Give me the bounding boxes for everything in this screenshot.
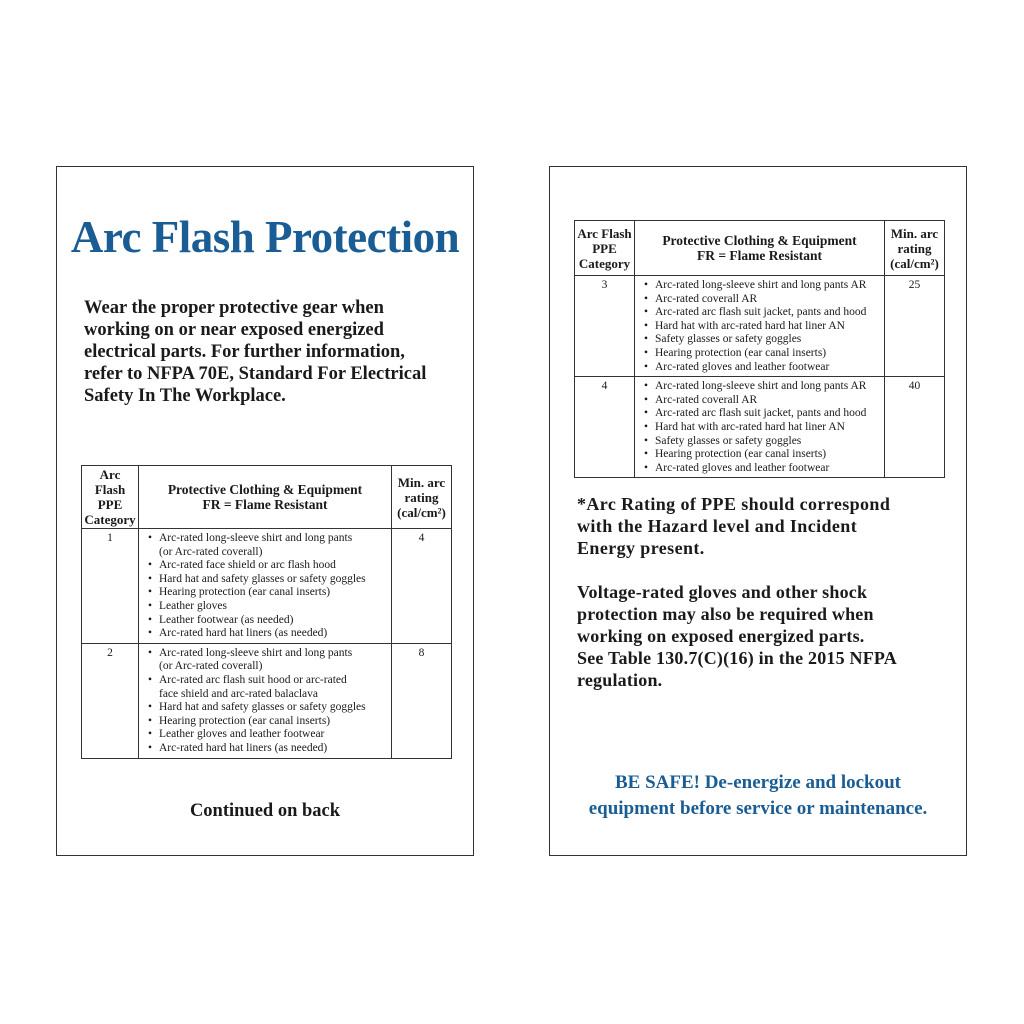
intro-text: Wear the proper protective gear when working on or near exposed energized electrical parts. For further information, refer to NFPA 70E, Standard For Electrical Safety In The Workplace. [84, 298, 427, 406]
list-item: • Arc-rated coverall AR [643, 293, 882, 307]
list-item: • Hearing protection (ear canal inserts) [643, 347, 882, 361]
list-item: • Hard hat with arc-rated hard hat liner AN [643, 421, 882, 435]
ppe-table-back [574, 220, 945, 478]
back-card [549, 166, 967, 856]
equipment-list [141, 532, 389, 641]
list-item: • Safety glasses or safety goggles [643, 435, 882, 449]
list-item: • Arc-rated gloves and leather footwear [643, 462, 882, 476]
list-item: • Arc-rated coverall AR [643, 394, 882, 408]
ppe-category-cell: 4 [575, 377, 635, 478]
list-item: • Arc-rated arc flash suit jacket, pants and hood [643, 407, 882, 421]
min-arc-rating-cell: 25 [885, 276, 945, 377]
ppe-table-front [81, 465, 452, 759]
table-header-row [82, 466, 452, 529]
header-category: Arc Flash PPE Category [575, 221, 635, 276]
table-row [575, 377, 945, 478]
list-item: • Safety glasses or safety goggles [643, 333, 882, 347]
list-item: • Arc-rated long-sleeve shirt and long pants AR [643, 380, 882, 394]
min-arc-rating-cell: 40 [885, 377, 945, 478]
arc-rating-note: *Arc Rating of PPE should correspond with the Hazard level and Incident Energy present. [577, 494, 891, 558]
ppe-category-cell: 1 [82, 529, 139, 644]
list-item: • Hard hat and safety glasses or safety goggles [147, 573, 389, 587]
front-card [56, 166, 474, 856]
header-rating: Min. arc rating (cal/cm²) [392, 466, 452, 529]
list-item: • Hard hat with arc-rated hard hat liner AN [643, 320, 882, 334]
equipment-list [637, 380, 882, 475]
ppe-category-cell: 2 [82, 643, 139, 758]
equipment-cell [139, 643, 392, 758]
list-item: • Leather gloves and leather footwear [147, 728, 389, 742]
table-row [82, 643, 452, 758]
list-item: • Arc-rated arc flash suit hood or arc-rated face shield and arc-rated balaclava [147, 674, 389, 701]
page-title: Arc Flash Protection [70, 212, 460, 262]
min-arc-rating-cell: 4 [392, 529, 452, 644]
list-item: • Arc-rated hard hat liners (as needed) [147, 742, 389, 756]
ppe-category-cell: 3 [575, 276, 635, 377]
list-item: • Arc-rated hard hat liners (as needed) [147, 627, 389, 641]
list-item: • Leather footwear (as needed) [147, 614, 389, 628]
table-row [82, 529, 452, 644]
list-item: • Hard hat and safety glasses or safety goggles [147, 701, 389, 715]
list-item: • Hearing protection (ear canal inserts) [147, 586, 389, 600]
header-equipment: Protective Clothing & Equipment FR = Flame Resistant [635, 221, 885, 276]
header-rating: Min. arc rating (cal/cm²) [885, 221, 945, 276]
list-item: • Hearing protection (ear canal inserts) [643, 448, 882, 462]
header-equipment: Protective Clothing & Equipment FR = Flame Resistant [139, 466, 392, 529]
list-item: • Arc-rated gloves and leather footwear [643, 361, 882, 375]
min-arc-rating-cell: 8 [392, 643, 452, 758]
equipment-cell [635, 276, 885, 377]
list-item: • Arc-rated face shield or arc flash hood [147, 559, 389, 573]
equipment-cell [635, 377, 885, 478]
list-item: • Hearing protection (ear canal inserts) [147, 715, 389, 729]
table-header-row [575, 221, 945, 276]
equipment-cell [139, 529, 392, 644]
voltage-gloves-note: Voltage-rated gloves and other shock protection may also be required when working on exposed energized parts. See Table 130.7(C)(16) in the 2015 NFPA regulation. [577, 582, 897, 690]
list-item: • Arc-rated long-sleeve shirt and long pants AR [643, 279, 882, 293]
list-item: • Arc-rated long-sleeve shirt and long pants (or Arc-rated coverall) [147, 647, 389, 674]
be-safe-message: BE SAFE! De-energize and lockout equipment before service or maintenance. [588, 772, 928, 819]
equipment-list [141, 647, 389, 756]
header-category: Arc Flash PPE Category [82, 466, 139, 529]
list-item: • Leather gloves [147, 600, 389, 614]
equipment-list [637, 279, 882, 374]
list-item: • Arc-rated arc flash suit jacket, pants and hood [643, 306, 882, 320]
table-row [575, 276, 945, 377]
continued-on-back: Continued on back [189, 801, 341, 821]
list-item: • Arc-rated long-sleeve shirt and long pants (or Arc-rated coverall) [147, 532, 389, 559]
